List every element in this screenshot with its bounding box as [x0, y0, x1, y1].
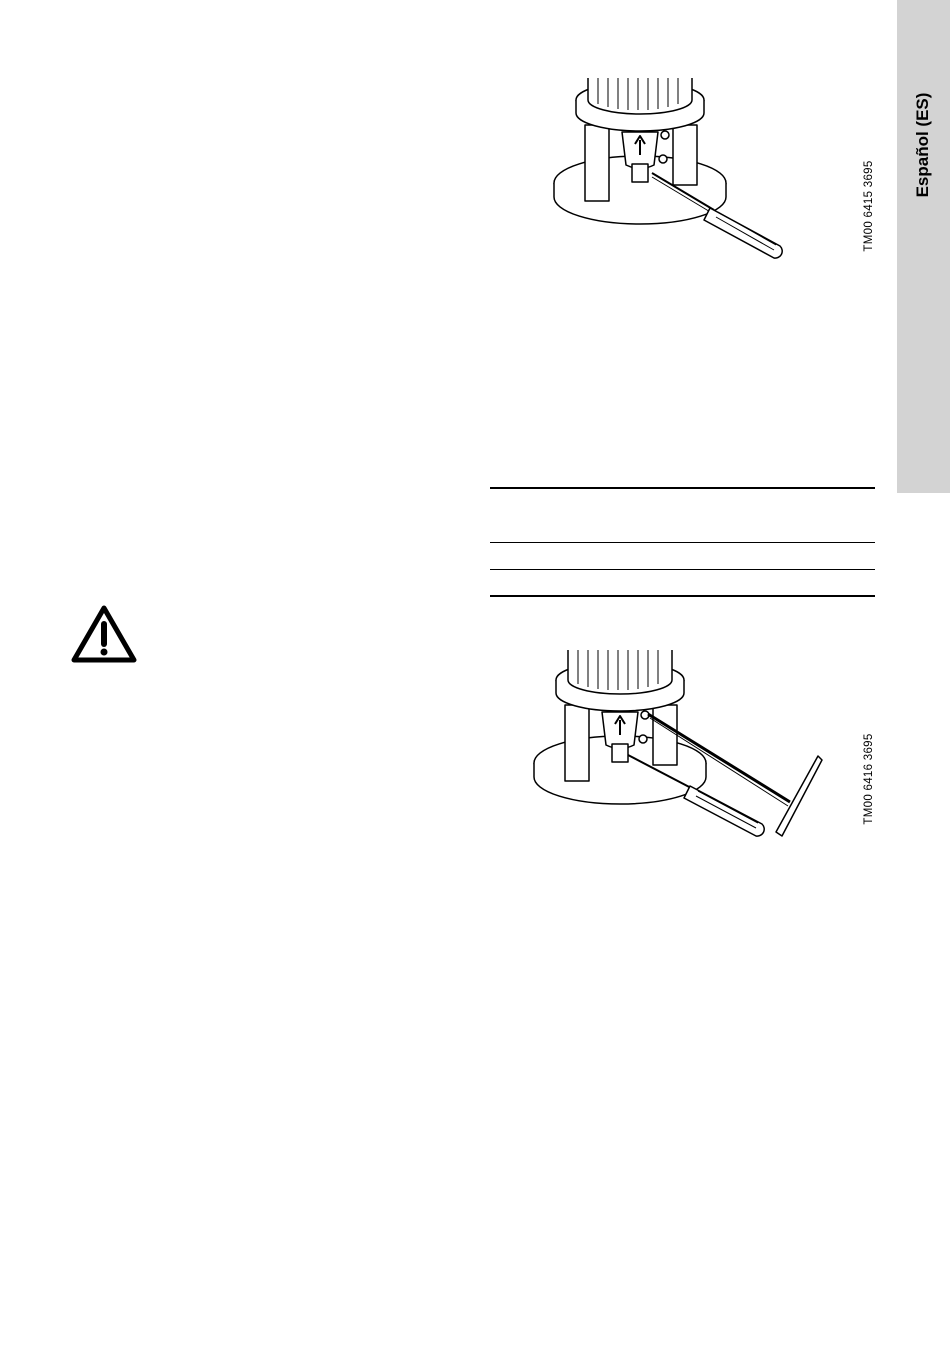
figure-code: TM00 6415 3695	[863, 160, 875, 252]
table-bottom-rule	[490, 595, 875, 597]
table-top-rule	[490, 487, 875, 489]
language-tab	[897, 0, 950, 493]
figure-code: TM00 6416 3695	[863, 733, 875, 825]
warning-triangle-icon	[70, 604, 138, 664]
table-row-rule	[490, 569, 875, 570]
table-row-rule	[490, 542, 875, 543]
figure-pump-screwdriver	[540, 60, 810, 270]
language-tab-label: Español (ES)	[913, 92, 932, 198]
figure-pump-screwdriver-tkey	[520, 640, 850, 840]
